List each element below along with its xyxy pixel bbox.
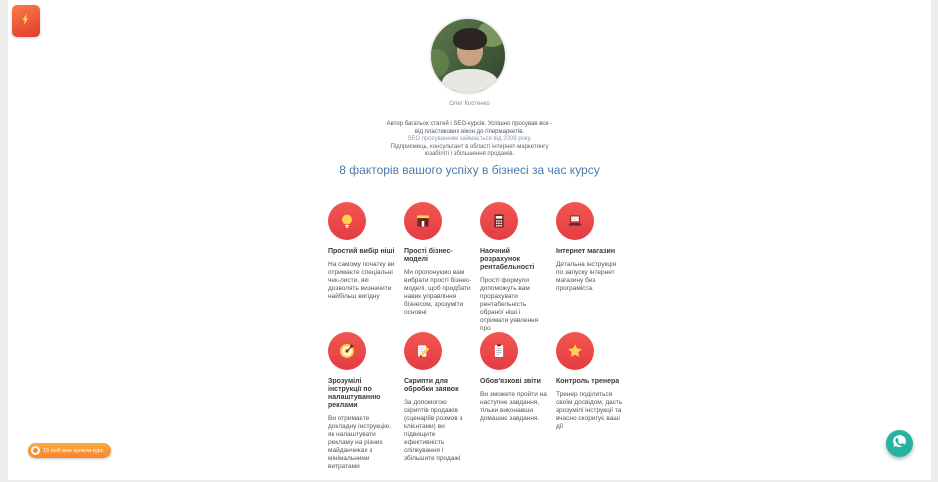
feature-item	[328, 202, 396, 332]
section-heading: 8 факторів вашого успіху в бізнесі за час курсу	[339, 163, 600, 177]
whatsapp-button[interactable]	[886, 430, 913, 457]
laptop-icon	[556, 202, 594, 240]
feature-title: Наочний розрахунок рентабельності	[480, 248, 535, 271]
feature-description: Ми пропонуємо вам вибрати прості бізнес-моделі, щоб придбати навик управління бізнесом, зрозуміти основні	[404, 269, 472, 316]
feature-item	[480, 202, 548, 332]
whatsapp-icon	[891, 433, 908, 455]
lightbulb-icon	[328, 202, 366, 240]
feature-item	[328, 332, 396, 482]
report-icon	[480, 332, 518, 370]
avatar-background-foliage	[429, 49, 449, 77]
feature-item	[404, 332, 472, 482]
star-icon	[556, 332, 594, 370]
lightning-icon	[19, 11, 33, 32]
feature-item	[556, 202, 624, 332]
bio-line-1: Автор багатьох статей і SEO-курсів. Успішно просував все - від пластикових вікон до гіпермаркетів.	[386, 121, 553, 135]
feature-description: Детальна інструкція по запуску інтернет магазину без програміста.	[556, 261, 617, 292]
target-icon	[328, 332, 366, 370]
bio-line-3: Підприємець, консультант в області інтернет-маркетингу юзабіліті і збільшення продажів.	[390, 143, 549, 158]
storefront-icon	[404, 202, 442, 240]
pencil-note-icon	[404, 332, 442, 370]
feature-item	[404, 202, 472, 332]
feature-title: Контроль тренера	[556, 378, 620, 385]
feature-item	[480, 332, 548, 482]
feature-title: Обов'язкові звіти	[480, 378, 541, 385]
trainer-bio	[384, 121, 556, 159]
feature-title: Зрозумілі інструкції по налаштуванню реклами	[328, 378, 381, 409]
feature-description: Прості формули допоможуть вам прорахувати рентабельність обраної ніші і отримати уявлення про	[480, 277, 539, 332]
proof-badge-text: 15 осіб вже купили курс	[43, 447, 104, 454]
avatar-hair	[453, 28, 487, 50]
feature-description: Тренер поділиться своїм досвідом, дасть зрозумілі інструкції та вчасно скоригує ваші дії	[556, 391, 623, 430]
trainer-name: Олег Костенко	[449, 101, 490, 107]
feature-description: Ви зможете пройти на наступне завдання, тільки виконавши домашнє завдання.	[480, 391, 547, 422]
feature-description: На самому початку ви отримаєте спеціальні чек-листи, які дозволять визначити найбільш вигідну	[328, 261, 395, 300]
calculator-icon	[480, 202, 518, 240]
site-logo[interactable]	[12, 5, 40, 37]
bio-line-2: SEO просуванням займається від 2009 року.	[407, 136, 532, 143]
avatar-shirt	[442, 69, 498, 95]
feature-description: За допомогою скриптів продажів (сценаріїв розмов з клієнтами) ви підвищите ефективність спілкування і збільшите продажі	[404, 399, 463, 462]
feature-description: Ви отримаєте докладну інструкцію, як налаштувати рекламу на різних майданчиках з мінімальними витратами	[328, 415, 391, 470]
social-proof-badge[interactable]	[28, 443, 111, 458]
feature-title: Інтернет магазин	[556, 248, 616, 255]
page-container	[8, 0, 931, 480]
feature-title: Скрипти для обробки заявок	[404, 378, 459, 393]
feature-title: Простий вибір ніші	[328, 248, 395, 255]
proof-bullet-icon	[31, 446, 40, 455]
feature-item	[556, 332, 624, 482]
feature-title: Прості бізнес-моделі	[404, 248, 453, 263]
features-grid	[328, 202, 624, 482]
trainer-avatar	[429, 17, 507, 95]
